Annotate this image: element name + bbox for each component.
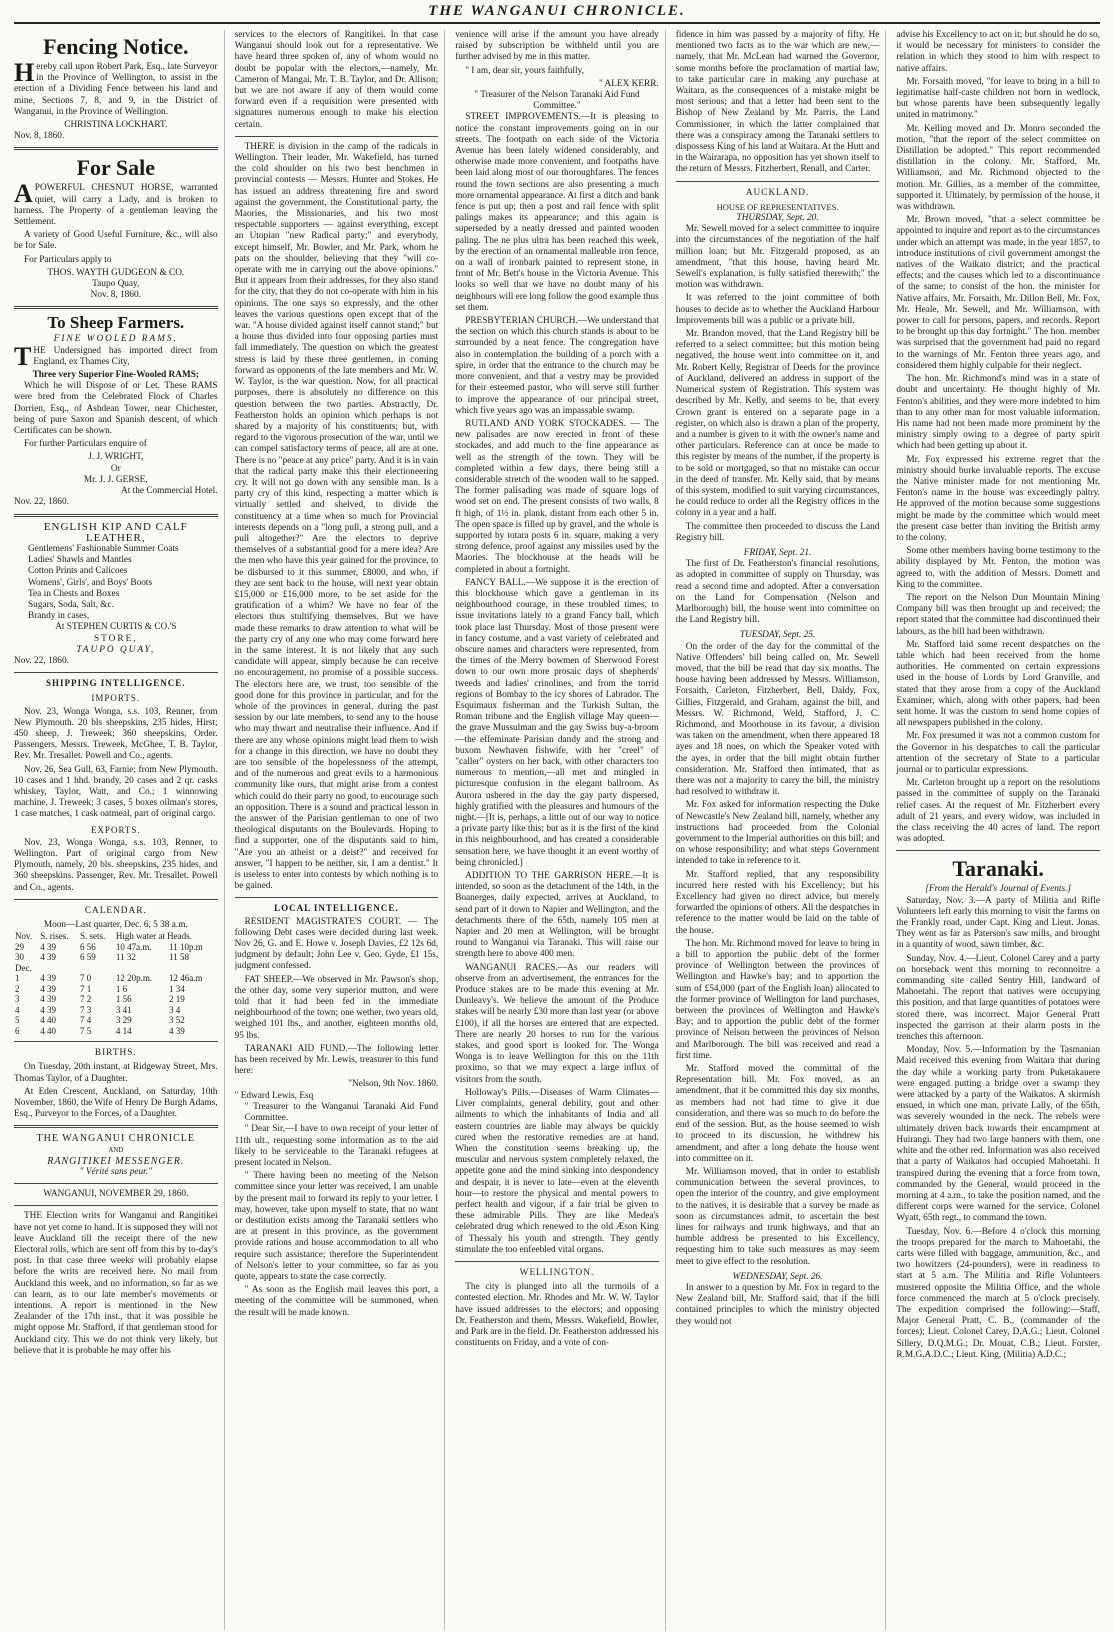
- list-item: Brandy in cases,: [28, 611, 90, 622]
- article-text: Monday, Nov. 5.—Information by the Tasmanian Maid received this evening from Waitara that during the day while a working party from Puketakauere were engaged putting a bridge over a swamp they were attacked by a party of the Waikatos. A skirmish ensued, in which one man, private Lally, of the 65th, was severely wounded in the neck. The rebels were ultimately driven back towards their encampment at Huirangi. They had two large banners with them, one white and the other red. Information was also received that a party of Waikatos had occupied Mahoetahi. It transpired during the evening that a force from town, commanded by the General, would proceed in the morning at 4 a.m., to take the position named, and the different corps were warned for the service. Colonel Wyatt, 65th regt., to command the town.: [896, 1045, 1100, 1224]
- divider: [14, 147, 218, 150]
- sheep-or: Or: [110, 463, 121, 474]
- sitting-date: TUESDAY, Sept. 25.: [739, 630, 816, 641]
- article-text: WANGANUI RACES.—As our readers will observe from an advertisement, the entrances for the Produce stakes are to be made this evening at Mr. Dunleavy's. We believe the amount of the Produce stakes will be nearly £30 more than last year (or above £100), if all the horses are entered that are expected. There are nearly 20 horses to run for the various stakes, and good sport is looked for. The Wonga Wonga is to leave Wellington for this on the 11th proximo, so that we may expect a large influx of visitors from the south.: [455, 962, 659, 1085]
- letter-date: "Nelson, 9th Nov. 1860.: [348, 1079, 439, 1090]
- forsale-agent: THOS. WAYTH GUDGEON & CO.: [47, 267, 185, 278]
- english-title: ENGLISH KIP AND CALF LEATHER,: [43, 520, 188, 544]
- list-item: Tea in Chests and Boxes: [28, 588, 120, 599]
- article-text: The hon. Mr. Richmond moved for leave to bring in a bill to apportion the public debt of the former province of Wellington between the provinces of Wellington and Hawke's bay; and to apportion the sum of £54,000 (part of the English loan) allocated to the former province of Wellington for land purchases, between the provinces of Wellington and Hawke's Bay; and to apportion the public debt of the former province of Nelson between the provinces of Nelson and Marlborough. The bill was received and read a first time.: [675, 938, 880, 1061]
- table-row: 29 4 39 6 56 10 47a.m. 11 10p.m: [15, 941, 203, 952]
- sitting-date: THURSDAY, Sept. 20.: [736, 213, 819, 224]
- calendar-table: [14, 931, 218, 1036]
- letter-recipient-title: " Treasurer to the Wanganui Taranaki Aid Fund Committee.: [244, 1101, 439, 1124]
- article-text: " As soon as the English mail leaves this port, a meeting of the committee will be summoned, when the result will be made known.: [234, 1285, 439, 1318]
- sheep-body: THE Undersigned has imported direct from England, ex Thames City,: [14, 341, 218, 371]
- article-text: " There having been no meeting of the Nelson committee since your letter was received, I am unable by the present mail to forward its reply to your letter. I may, however, take upon myself to state, that no want or destitution exists among the Taranaki settlers who are at present in this province, as the government provide rations and house accommodation to all who require such assistance; therefore the Superintendent of Nelson's letter to your committee, so far as you quote, appears to state the case correctly.: [234, 1171, 439, 1282]
- english-store: STORE,: [93, 633, 138, 644]
- exports-text: Nov. 23, Wonga Wonga, s.s. 103, Renner, to Wellington. Part of original cargo from New Plymouth, namely, 20 bls. sheepskins, 235 hides, and 360 sheepskins. Passenger, Rev. Mr. Tresallet. Powell and Co., agents.: [14, 837, 218, 893]
- letter-signature-title: " Treasurer of the Nelson Taranaki Aid Fund Committee.": [474, 90, 640, 112]
- article-text: THERE is division in the camp of the radicals in Wellington. Their leader, Mr. Wakefield, has turned the cold shoulder on his two best henchmen in provincial contests — Messrs. Hunter and Stokes. He has issued an address threatening fire and sword against the government, the Constitutional party, the Maories, the Missionaries, and his two most respectable supporters — against everything, except an Utopian "new Radical party;" and everybody, except himself, Mr. Bowler, and Mr. Park, whom he pats on the shoulder, believing that they "will co-operate with me in carrying out the above opinions." But it appears from their addresses, for they also stand for the city, that they do not co-operate with him in his opinions. The one says so expressly, and the other leaves the various questions open except that of the war. "A house divided against itself cannot stand;" but a house thus divided into four opposing parties must fall immediately. The question on which the greatest stress is laid by these three gentlemen, in coming forward as opponents of the late members and Mr. W. W. Taylor, is the war question. Now, for all practical purposes, there is absolutely no difference on this question between the two parties. Abstractly, Dr. Featherston holds an opinion which perhaps is not shared by a majority of his constituents; but, with regard to the vigorous prosecution of the war, until we can compel satisfactory terms of peace, all are at one. There is no "peace at any price" party. And it is in vain that the radical party make this their electioneering cry. It will not go down with any sensible man. Is a party cry of this kind, respecting a matter which is virtually settled and shelved, to divide the constituency at a time when so much for Provincial interests depends on a "long pull, a strong pull, and a pull altogether?" Are the electors to deprive themselves of a substantial good for a mere idea? Are the men who have this year gained for the province, to be disbursed to it this summer, £8000, and who, if they are sent back to the house, will next year obtain £15,000 or £16,000 more, to be set aside for the gratification of a whim? We have no fear of the electors thus stultifying themselves. But we have made these remarks to draw attention to what will be the party cry of any one who may come forward here in the same interest. It is not likely that any such candidate will appear, simply because he can receive no encouragement, no promise of a possible success. The electors here are, we trust, too sensible of the good done for this province in particular, and for the whole of the provinces in general, during the past session by our late members, to send any to the house who may thwart and neutralise their influence. And if there are any whose opinions might lead them to wish for a change in this direction, we have no doubt they are too sensible of the hopelessness of the attempt, and of the numerous and great evils to a harmonious community like ours, that might arise from a contest which could do their party no good, to encourage such an opposition. There is a sound and practical lesson in the answer of the Parisian gentleman to one of two theological disputants on the Boulevards. Hoping to find a supporter, one of the disputants said to him, "Are you an atheist or a deist?" and received for answer, "I happen to be neither, sir, I am a dentist." It is useless to enter into contests by which nothing is to be gained.: [234, 141, 439, 892]
- english-list: [14, 544, 218, 622]
- taranaki-source: [From the Herald's Journal of Events.]: [925, 884, 1072, 895]
- table-row: 6 4 40 7 5 4 14 4 39: [15, 1025, 185, 1036]
- article-text: Some other members having borne testimony to the ability displayed by Mr. Fenton, the motion was agreed to, with the addition of Messrs. Domett and King to the committee.: [896, 546, 1100, 590]
- forsale-place: Taupo Quay,: [92, 279, 140, 290]
- chronicle-sub: RANGITIKEI MESSENGER.: [47, 1155, 185, 1167]
- article-text: Mr. Stafford moved the committal of the Representation bill. Mr. Fox moved, as an amendment, that it be committed this day six months, as members had not had time to give it due consideration, and there was so much to do before the end of the session. But, as the house seemed to wish to proceed to its discussion, he withdrew his amendment, and after a long debate the house went into committee on it.: [675, 1064, 880, 1164]
- article-text: Tuesday, Nov. 6.—Before 4 o'clock this morning the troops prepared for the march to Mahoetahi, the carts were filled with baggage, ammunition, &c., and two howitzers (24-pounders), were in readiness to start at 5 a.m. The Militia and Rifle Volunteers mustered opposite the Militia Office, and the whole force commenced the march at 5 o'clock precisely. The expedition comprised the following:—Staff, Major General Pratt, C. B., (commander of the forces); Lieut. Colonel Carey, D.A.G.; Lieut. Colonel Sillery, D.Q.M.G.; Dr. Mouat, C.B.; Lieut. Forster, R.M.G.A.D.C.; Lieut. King, (Militia) A.D.C.;: [896, 1226, 1100, 1360]
- imports-text-2: Nov. 26, Sea Gull, 63, Farnie; from New Plymouth. 10 cases and 1 hhd. brandy, 20 cases and 2 qr. casks whiskey, Taylor, Watt, and Co.; 1 winnowing machine, J. Treweek; 3 cases, 5 boxes oilman's stores, 1 case matches, 1 cask oatmeal, part of original cargo.: [14, 764, 218, 820]
- article-text: RUTLAND AND YORK STOCKADES. — The new palisades are now erected in front of these stockades, and add much to the fine appearance as well as the strength of the town. They will be completed within a few days, there being still a considerable stretch of the wooden wall to be sapped. The former palisading was made of square logs of wood set on end. The present consists of two walls, 8 ft high, of 1½ in. plank, distant from each other 5 in. The open space is filled up by gravel, and the whole is supported by totara posts 6 in. square, making a very strong defence, proof against any missiles used by the Maories. The blockhouse at the heads will be completed in about a fortnight.: [455, 418, 659, 575]
- forsale-body: APOWERFUL CHESNUT HORSE, warranted quiet, will carry a Lady, and is broken to harness. The Property of a gentleman leaving the Settlement.: [14, 179, 218, 228]
- article-text: TARANAKI AID FUND.—The following letter has been received by Mr. Lewis, treasurer to this fund here:: [234, 1043, 439, 1077]
- article-text: services to the electors of Rangitikei. In that case Wanganui should look out for a representative. We have heard three spoken of, any of whom would no doubt be popular with the electors,—namely, Mr. Cameron of Mangai, Mr. T. B. Taylor, and Dr. Allison; but we are not aware if any of them would come forward even if a requisition were presented with signatures numerous enough to make his election certain.: [234, 30, 439, 130]
- exports-title: EXPORTS.: [90, 824, 141, 835]
- chronicle-title: THE WANGANUI CHRONICLE: [36, 1133, 196, 1145]
- article-text: The city is plunged into all the turmoils of a contested election. Mr. Rhodes and Mr. W. W. Taylor have issued addresses to the electors; and opposing Dr. Featherston and them, Messrs. Wakefield, Bowler, and Park are in the field. Dr. Featherston addressed his constituents on Friday, and a vote of con-: [455, 1282, 659, 1349]
- column-3: [455, 30, 666, 1630]
- article-text: PRESBYTERIAN CHURCH.—We understand that the section on which this church stands is about to be surrounded by a neat fence. The congregation have also in contemplation the building of a porch with a spire, in order that the entrance to the church may be more convenient, and that a vestry may be provided for their esteemed pastor, who will serve still further to improve the appearance of our principal street, which five years ago was an impassable swamp.: [455, 316, 659, 416]
- article-text: fidence in him was passed by a majority of fifty. He mentioned two facts as to the war which are new,—namely, that Mr. McLean had warned the Governor, some months before the proclamation of martial law, to take particular care in making any purchase at Waitara, as the consequences of a mistake might be most serious; and that a letter had been sent to the Bishop of New Zealand by Mr. Parris, the Land Commissioner, in which the latter complained that there was a conspiracy among the Taranaki settlers to dispossess King of his land at Waitara. At the Hutt and in the Wairarapa, no opposition has yet shown itself to the return of Messrs. Fitzherbert, Renall, and Carter.: [675, 30, 880, 175]
- divider: [14, 1205, 218, 1206]
- sheep-body3: For further Particulars enquire of: [24, 439, 147, 450]
- calendar-moon: Moon—Last quarter, Dec. 6, 5 38 a.m.: [43, 920, 188, 930]
- house-title: HOUSE OF REPRESENTATIVES.: [716, 201, 839, 212]
- column-2: [235, 30, 446, 1630]
- fencing-body: Hereby call upon Robert Park, Esq., late Surveyor in the Province of Wellington, to assist in the erection of a Dividing Fence between his land and mine, Sections 7, 8, and 9, in the District of Wanganui, in the Province of Wellington.: [14, 58, 218, 117]
- list-item: Gentlemens' Fashionable Summer Coats: [28, 543, 179, 554]
- local-intelligence-title: LOCAL INTELLIGENCE.: [274, 903, 399, 914]
- english-date: Nov. 22, 1860.: [14, 655, 69, 666]
- chronicle-motto: " Vérité sans peur.": [79, 1167, 152, 1178]
- english-quay: TAUPO QUAY,: [76, 644, 156, 655]
- article-text: venience will arise if the amount you have already raised by subscription be withheld until you are further advised by me in this matter.: [455, 30, 659, 63]
- divider: [14, 1183, 218, 1184]
- calendar-title: CALENDAR.: [84, 905, 147, 916]
- article-text: The hon. Mr. Richmond's mind was in a state of doubt and uncertainty. He thought highly of Mr. Fenton's abilities, and they were more indebted to him than to any other man for most valuable information. His name had not been made more prominent by the ministry simply owing to a degree of party spirit which had been getting up about it.: [896, 374, 1100, 452]
- forsale-body2: A variety of Good Useful Furniture, &c., will also be for Sale.: [14, 230, 218, 252]
- imports-title: IMPORTS.: [91, 693, 141, 704]
- sheep-place: At the Commercial Hotel.: [121, 486, 218, 497]
- taranaki-title: Taranaki.: [952, 856, 1044, 882]
- divider: [235, 897, 439, 898]
- table-row: 2 4 39 7 1 1 6 1 34: [15, 983, 185, 994]
- article-text: " I am, dear sir, yours faithfully,: [465, 65, 584, 76]
- article-text: Mr. Fox presumed it was not a common custom for the Governor in his despatches to call the particular attention of the secretary of State to a particular journal or to particular expressions.: [896, 731, 1100, 775]
- article-text: FANCY BALL.—We suppose it is the erection of this blockhouse which gave a gentleman in its neighbourhood courage, in these troubled times, to issue invitations lately to a grand Fancy ball, which took place last Thursday. Most of those present were in fancy costume, and a vast variety of celebrated and obscure names and characters were represented, from the times of the Merry bowmen of Sherwood Forest down to our own more prosaic days of shepherds' tweeds and ladies' crinolines, and from the torrid regions of Bombay to the icy shores of Labrador. The Esquimaux fisherman and the Turkish Sultan, the Roman tribune and the English village May queen—the grave Mussulman and the gay Swiss buy-a-broom—the effeminate Parisian dandy and the strong and buxom Newhaven fishwife, with her "creel" of "caller" oysters on her back, with other characters too numerous to mention,—all met and mingled in picturesque confusion in the elegant ballroom. As Aurora ushered in the day the gay party dispersed, highly gratified with the pleasures and humours of the night.—[It is, perhaps, a little out of our way to notice a private party like this; but as it is the first of the kind in this neighbourhood, and has created a considerable sensation here, we have thought it an event worthy of being chronicled.]: [455, 577, 659, 868]
- divider: [14, 514, 218, 517]
- english-at: At STEPHEN CURTIS & CO.'S: [55, 622, 177, 633]
- table-row: 3 4 39 7 2 1 56 2 19: [15, 994, 185, 1005]
- forsale-date: Nov. 8, 1860.: [90, 290, 141, 301]
- sheep-body2: Which he will Dispose of or Let. These RAMS were bred from the Celebrated Flock of Charles Dorrien, Esq., of Ashdean Tower, near Chichester, being of pure Saxon and Spanish descent, of which Certificates can be shown.: [14, 381, 218, 437]
- article-text: FAT SHEEP.—We observed in Mr. Pawson's shop, the other day, some very superior mutton, and were told that it had been fed in the immediate neighbourhood of the town; one wether, two years old, weighed 101 lbs., and another, eighteen months old, 95 lbs.: [234, 974, 439, 1041]
- sheep-name2: Mr. J. J. GERSE,: [83, 474, 148, 485]
- auckland-title: AUCKLAND.: [745, 187, 810, 198]
- table-row: Dec.: [15, 962, 32, 973]
- chronicle-date: WANGANUI, NOVEMBER 29, 1860.: [43, 1189, 189, 1200]
- divider: [14, 672, 218, 673]
- article-text: " Dear Sir,—I have to own receipt of your letter of 11th ult., requesting some information as to the aid likely to be serviceable to the Taranaki refugees at present located in Nelson.: [234, 1124, 439, 1168]
- table-row: 4 4 39 7 3 3 41 3 4: [15, 1004, 181, 1015]
- article-text: In answer to a question by Mr. Fox in regard to the New Zealand bill, Mr. Stafford said, that if the bill contained principles to which the ministry objected they would not: [675, 1282, 880, 1327]
- article-text: ADDITION TO THE GARRISON HERE.—It is intended, so soon as the detachment of the 14th, in the Boanerges, daily expected, arrives at Auckland, to send part of it down to Napier and Wellington, and the detachments there of the 65th, namely 105 men at Napier and 20 men at Wellington, will be brought round to Wanganui via Taranaki. This will raise our strength here to above 400 men.: [455, 871, 659, 960]
- divider: [676, 181, 880, 182]
- divider: [14, 306, 218, 309]
- list-item: Sugars, Soda, Salt, &c.: [28, 599, 114, 610]
- wellington-title: WELLINGTON.: [519, 1267, 595, 1278]
- birth-notice: On Tuesday, 20th instant, at Ridgeway Street, Mrs. Thomas Taylor, of a Daughter.: [14, 1062, 218, 1084]
- column-1: [14, 30, 225, 1630]
- table-row: 1 4 39 7 0 12 20p.m. 12 46a.m: [15, 973, 203, 984]
- article-text: advise his Excellency to act on it; but should he do so, it would be necessary for ministers to consider the relation in which they stood to him with respect to native affairs.: [896, 30, 1100, 74]
- sitting-date: WEDNESDAY, Sept. 26.: [732, 1271, 823, 1282]
- fencing-signature: CHRISTINA LOCKHART.: [64, 120, 168, 131]
- article-text: STREET IMPROVEMENTS.—It is pleasing to notice the constant improvements going on in our streets. The footpath on each side of the Victoria Avenue has been lately widened considerably, and otherwise made more convenient, and footpaths have been laid along most of our thoroughfares. The fences round the town sections are also presenting a much more ornamental appearance. At first a ditch and bank fence is put up; then a post and rail fence with split palings makes its appearance; and this again is superseded by a neatly dressed and painted wooden paling. The ne plus ultra has been reached this week, by the erection of an ornamental malleable iron fence, on a wall of ironbark painted to represent stone, in front of Mr. Bett's house in the Victoria Avenue. This looks so well that we have no doubt many of his neighbours will ere long follow the good example thus set them.: [455, 112, 659, 313]
- list-item: Womens', Girls', and Boys' Boots: [28, 577, 153, 588]
- columns: [14, 24, 1100, 1630]
- column-5: [896, 30, 1100, 1630]
- table-row: 5 4 40 7 4 3 29 3 52: [15, 1015, 185, 1026]
- table-row: 30 4 39 6 59 11 32 11 58: [15, 952, 189, 963]
- fencing-title: Fencing Notice.: [43, 34, 189, 59]
- divider: [235, 136, 439, 137]
- article-text: Mr. Brandon moved, that the Land Registry bill be referred to a select committee; but this motion being negatived, the house went into committee on it, and Mr. Robert Kelly, Registrar of Deeds for the province of Auckland, delivered an address in support of the Numerical system of Registration. This system was described by Mr. Kelly, and seems to be, that every Crown grant is entered on a separate page in a register, on which also is drawn a plan of the property, and a number is given to it with the owner's name and other particulars. Reference can at once be made to this register by means of the number, if the property is to be sold or mortgaged, so that no mistake can occur in the deed of transfer. Mr. Kelly said, that by means of this system, modified to suit varying circumstances, he could reduce to order all the Registry offices in the colony in a year and a half.: [675, 329, 880, 519]
- article-text: Mr. Carleton brought up a report on the resolutions passed in the committee of supply on the Taranaki relief cases. At the request of Mr. Fitzherbert every adult of 21 years, and every widow, was included in the class receiving the 40 acres of land. The report was adopted.: [896, 778, 1100, 845]
- article-text: The first of Dr. Featherston's financial resolutions, as adopted in committee of supply on Thursday, was read a second time and adopted. After a conversation on the Land for Compensation (Nelson and Marlborough) bill, the house went into committee on the Land Registry bill.: [675, 559, 880, 626]
- masthead: THE WANGANUI CHRONICLE.: [14, 0, 1100, 24]
- column-4: [676, 30, 887, 1630]
- article-text: Sunday, Nov. 4.—Lieut. Colonel Carey and a party on horseback went this morning to reconnoitre a commanding site called Sentry Hill, landward of Mahoetahi. The report that natives were occupying this position, and that large quantities of potatoes were stored there, was incorrect. Major General Pratt inspected the garrison at their alarm posts in the trenches this afternoon.: [896, 953, 1100, 1043]
- divider: [896, 850, 1100, 851]
- list-item: Cotton Prints and Calicoes: [28, 566, 128, 577]
- article-text: Mr. Brown moved, "that a select committee be appointed to inquire and report as to the circumstances under which an attempt was made, in the year 1857, to introduce institutions of civil government amongst the natives of the Waikato district; and the practical effects; and the causes which led to a discontinuance of the same; to consist of the hon. the minister for Native affairs, Mr. Forsaith, Mr. Dillon Bell, Mr. Fox, Mr. Heale, Mr. Sewell, and Mr. Williamson, with power to call for persons, papers, and records. Report to be brought up this day fortnight." The hon. member was surprised that the government had paid no regard to the warnings of Mr. Fenton three years ago, and considered them highly culpable for their neglect.: [896, 215, 1100, 371]
- article-text: Mr. Stafford laid some recent despatches on the table which had been received from the home authorities. He commented on certain expressions used in the house of Lords by Lord Granville, and stated that they arose from a copy of the Auckland Examiner, which, along with other papers, had been sent home. It was the custom to send home copies of all newspapers published in the colony.: [896, 639, 1100, 729]
- sheep-bold: Three very Superior Fine-Wooled RAMS;: [32, 370, 200, 381]
- forsale-particulars: For Particulars apply to: [24, 254, 112, 265]
- sitting-date: FRIDAY, Sept. 21.: [743, 547, 812, 558]
- article-text: On the order of the day for the committal of the Native Offenders' bill being called on, Mr. Sewell moved, that the bill be read that day six months. The house having been addressed by Messrs. Williamson, Forsaith, Carleton, Fitzherbert, Bell, Daldy, Fox, Gillies, Fitzgerald, and Graham, against the bill, and Messrs. W. Richmond, Weld, Stafford, J. C. Richmond, and Moorhouse in its favour, a division was taken on the amendment, when there appeared 18 ayes and 18 noes, on which the Speaker voted with the ayes, in order that the bill might obtain further consideration. Mr. Stafford then intimated, that as there was not a majority to carry the bill, the ministry had resolved to withdraw it.: [675, 641, 880, 798]
- article-text: The committee then proceeded to discuss the Land Registry bill.: [675, 521, 880, 543]
- letter-recipient: " Edward Lewis, Esq: [234, 1090, 314, 1101]
- chronicle-and: AND: [108, 1145, 124, 1154]
- article-text: It was referred to the joint committee of both houses to decide as to whether the Auckland Harbour Improvements bill was a public or a private bill.: [675, 293, 880, 326]
- article-text: Mr. Stafford replied, that any responsibility incurred here rested with his Excellency; but his Excellency had given no direct advice, but merely forwarded the opinions of others. All the despatches in reference to the matter would be laid on the table of the house.: [675, 869, 880, 936]
- article-text: Mr. Kelling moved and Dr. Monro seconded the motion, "that the report of the select committee on Distillation be adopted." This report recommended distillation in the colony. Mr. Stafford, Mr. Williamson, and Mr. Richmond objected to the motion. Mr. Gillies, as a member of the committee, supported it. Ultimately, by permission of the house, it was withdrawn.: [896, 123, 1100, 213]
- fencing-date: Nov. 8, 1860.: [14, 131, 65, 142]
- birth-notice: At Eden Crescent, Auckland, on Saturday, 10th November, 1860, the Wife of Henry De Burgh Adams, Esq., Purveyor to the Forces, of a Daughter.: [14, 1086, 218, 1120]
- divider: [455, 1261, 659, 1262]
- forsale-title: For Sale: [76, 155, 155, 181]
- article-text: Mr. Williamson moved, that in order to establish communication between the several provinces, to open the interior of the country, and give employment to the natives, it is desirable that a survey be made as soon as circumstances admit, to ascertain the best lines for railways and trunk highways, and that an humble address be presented to his Excellency, requesting him to take such measures as may seem meet to give effect to the resolution.: [675, 1166, 880, 1267]
- births-title: BIRTHS.: [94, 1048, 137, 1059]
- list-item: Ladies' Shawls and Mantles: [28, 555, 132, 566]
- divider: [14, 1041, 218, 1042]
- article-text: Saturday, Nov. 3.—A party of Militia and Rifle Volunteers left early this morning to visit the farms on the Frankly road, under Capt. King and Lieut. Jonas. They went as far as Paterson's saw mills, and brought in a quantity of wood, sawn timber, &c.: [896, 895, 1100, 951]
- editorial-text: THE Election writs for Wanganui and Rangitikei have not yet come to hand. It is supposed they will not leave Auckland till the receipt there of the new Electoral rolls, which are sent off from this by to-day's post. In that case three weeks will probably elapse before the writs are received here. No mail from Auckland this week, and no information, so far as we can learn, as to our late member's movements or intentions. A report is mentioned in the New Zealander of the 17th inst., that it was possible he might oppose Mr. Stafford, if that gentleman stood for Auckland city. This we do not think very likely, but believe that it is probable he may offer his: [14, 1211, 218, 1356]
- divider: [14, 1125, 218, 1128]
- divider: [14, 899, 218, 900]
- article-text: Mr. Forsaith moved, "for leave to bring in a bill to legitimatise half-caste children not born in wedlock, but whose parents have been subsequently legally united in matrimony.": [896, 76, 1100, 121]
- article-text: Mr. Fox asked for information respecting the Duke of Newcastle's New Zealand bill, namely, whether any instructions had proceeded from the Colonial government to the Imperial authorities on this bill; and on whose responsibility; and what steps Government intended to take in reference to it.: [675, 800, 880, 867]
- article-text: RESIDENT MAGISTRATE'S COURT. — The following Debt cases were decided during last week. Nov 26, G. and E. Howe v. Joseph Davies, £2 12s 6d, judgment by default; John Lee v. Geo. Gyde, £1 15s, judgment confessed.: [234, 916, 439, 972]
- article-text: The report on the Nelson Dun Mountain Mining Company bill was then brought up and received; the report stated that the committee had discontinued their labours, as the bill had been withdrawn.: [896, 592, 1100, 637]
- article-text: Mr. Sewell moved for a select committee to inquire into the circumstances of the negotiation of the half million loan; but Mr. Fitzgerald proposed, as an amendment, "that this house, having heard Mr. Sewell's explanation, is fully satisfied therewith;" the motion was withdrawn.: [675, 224, 880, 291]
- shipping-title: SHIPPING INTELLIGENCE.: [46, 678, 186, 689]
- sheep-sub: FINE WOOLED RAMS.: [53, 334, 178, 345]
- letter-signature: " ALEX KERR.: [598, 78, 659, 89]
- article-text: Holloway's Pills.—Diseases of Warm Climates—Liver complaints, general debility, gout and other ailments to which the inhabitants of India and all eastern countries are liable may always be quickly cured when the restorative remedies are at hand. When the constitution seems breaking up, the muscular and nervous system completely relaxed, the appetite gone and the mind sinking into despondency and despair, it is never to late—even at the eleventh hour—to restore the physical and mental powers to perfect health and vigour, if a fair trial be given to these admirable Pills. They are like Medea's celebrated drug which renewed to the old Æson King of Thessaly his youth and strength. They gently stimulate the too enfeebled vital organs.: [455, 1087, 659, 1255]
- sheep-date: Nov. 22, 1860.: [14, 497, 69, 508]
- table-header: Nov. S. rises. S. sets. High water at Heads.: [15, 931, 192, 942]
- sheep-title: To Sheep Farmers.: [47, 313, 185, 333]
- sheep-name1: J. J. WRIGHT,: [88, 452, 144, 463]
- imports-text: Nov. 23, Wonga Wonga, s.s. 103, Renner, from New Plymouth. 20 bls sheepskins, 235 hides, Hirst; 450 sheep, J. Treweek; 360 sheepskins, Order. Passengers, Messrs. Treweek, McGhee, T. B. Taylor, Rev. Mr. Tresallet. Powell and Co., agents.: [14, 706, 218, 762]
- article-text: Mr. Fox expressed his extreme regret that the ministry should burke invaluable reports. The excuse the Native minister made for not mentioning Mr. Fenton's name in the house was exceedingly paltry. He approved of the motion because some suggestions might be made by the committee which would meet the present case better than inviting the British army to the colony.: [896, 454, 1100, 543]
